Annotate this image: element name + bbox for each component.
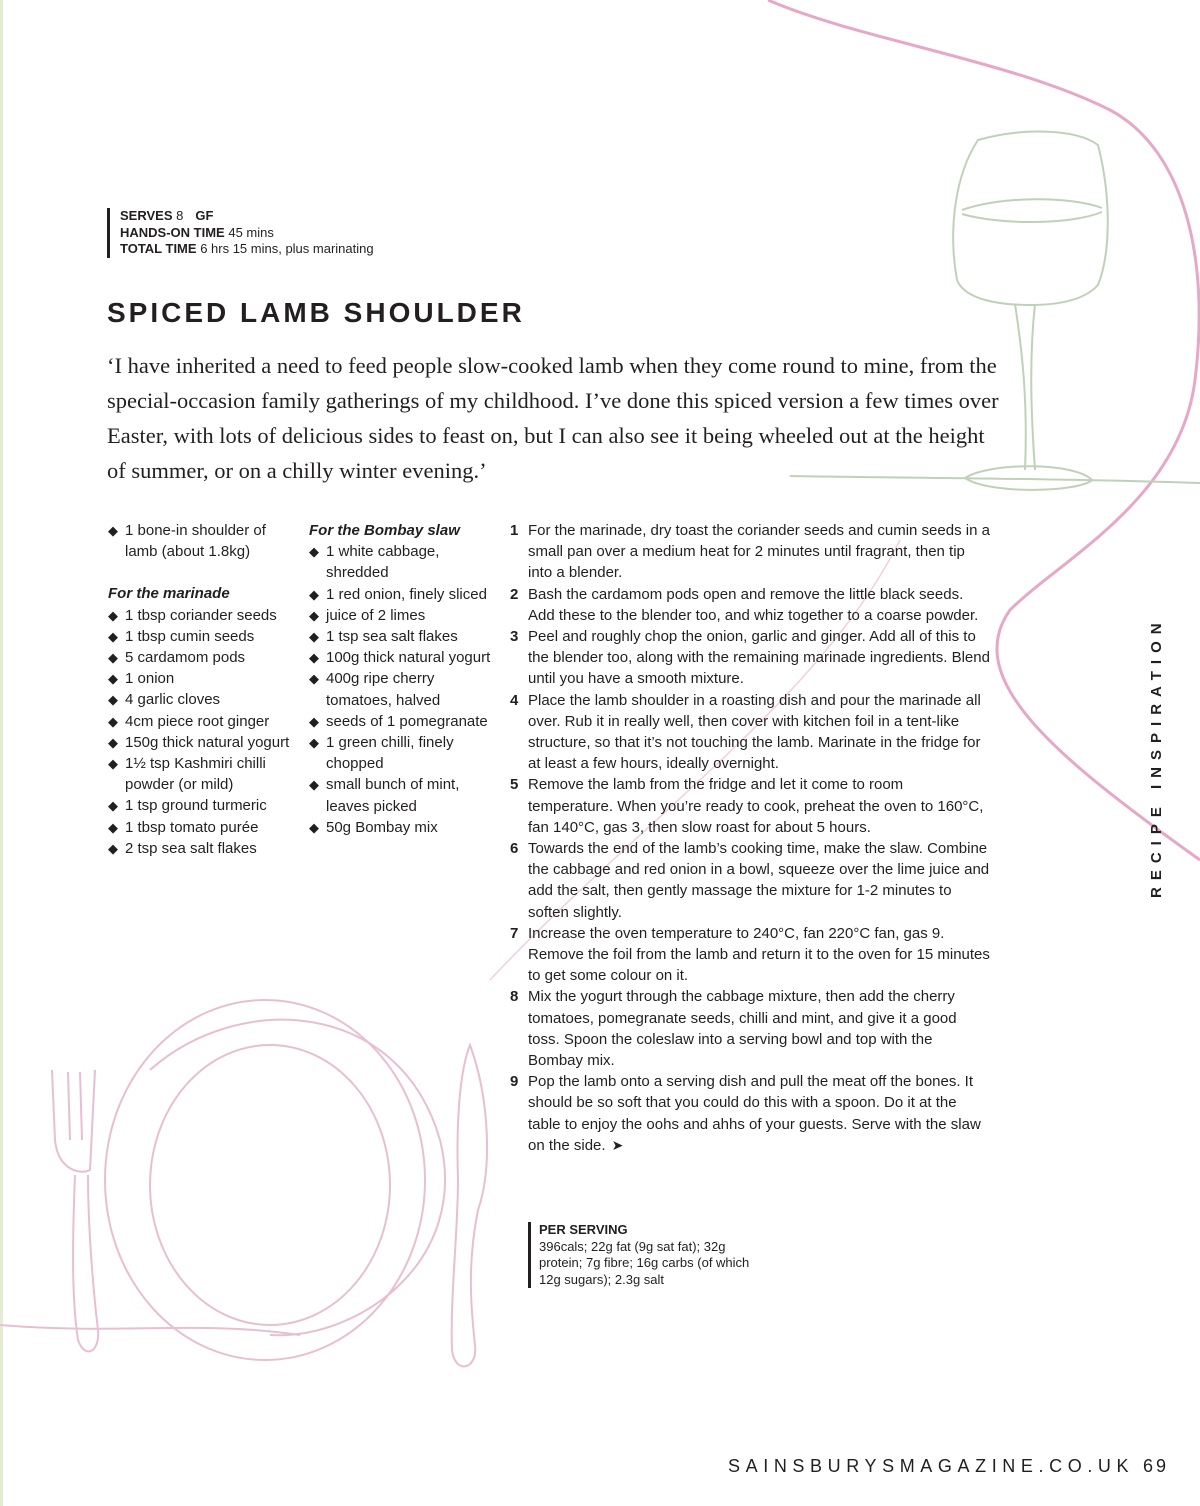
- step-number: 9: [510, 1073, 519, 1091]
- method-step: [510, 520, 990, 584]
- ingredient-item: ◆ 1 tbsp tomato purée: [108, 817, 298, 838]
- hands-on-value: 45 mins: [228, 224, 274, 240]
- step-number: 1: [510, 522, 519, 539]
- hands-on-label: HANDS-ON TIME: [120, 224, 225, 240]
- method-step: [510, 626, 990, 690]
- marinade-ingredients-list: [108, 605, 298, 859]
- ingredient-item: ◆ 400g ripe cherry tomatoes, halved: [309, 670, 441, 709]
- serves-value: 8: [176, 208, 184, 223]
- step-text: Towards the end of the lamb’s cooking time, make the slaw. Combine the cabbage and red onion in a bowl, squeeze over the lime juice and add the salt, then gently massage the mixture for 1-2 minutes to soften slightly.: [528, 840, 990, 921]
- step-text: Mix the yogurt through the cabbage mixture, then add the cherry tomatoes, pomegranate seeds, chilli and mint, and give it a good toss. Spoon the coleslaw into a serving bowl and top with the Bombay mix.: [528, 988, 957, 1070]
- diamond-bullet-icon: ◆: [309, 607, 319, 623]
- diamond-bullet-icon: ◆: [108, 523, 118, 538]
- step-text: Pop the lamb onto a serving dish and pull the meat off the bones. It should be so soft that you could do this with a spoon. Do it at the table to enjoy the oohs and ahhs of your guests. Serve with the slaw on the side.: [528, 1073, 981, 1154]
- diamond-bullet-icon: ◆: [108, 650, 118, 666]
- method-step: [510, 838, 990, 923]
- page-number: 69: [1143, 1456, 1170, 1476]
- ingredients-column-1: [108, 520, 298, 859]
- diamond-bullet-icon: ◆: [108, 840, 118, 856]
- method-step: [510, 690, 990, 775]
- step-text: Place the lamb shoulder in a roasting dish and pour the marinade all over. Rub it in really well, then cover with kitchen foil in a tent-like structure, so that it’s not touching the lamb. Marinate in the fridge for at least a few hours, ideally overnight.: [528, 691, 981, 773]
- diamond-bullet-icon: ◆: [108, 628, 118, 644]
- step-number: 4: [510, 691, 519, 709]
- diamond-bullet-icon: ◆: [108, 692, 118, 708]
- method-list: [510, 520, 990, 1156]
- step-text: Increase the oven temperature to 240°C, fan 220°C fan, gas 9. Remove the foil from the lamb and return it to the oven for 15 minutes to get some colour on it.: [528, 924, 990, 985]
- ingredient-item: ◆ juice of 2 limes: [309, 605, 499, 626]
- step-number: 6: [510, 840, 519, 858]
- recipe-intro: ‘I have inherited a need to feed people slow-cooked lamb when they come round to mine, from the special-occasion family gatherings of my childhood. I’ve done this spiced version a few times over Easter, with lots of delicious sides to feast on, but I can also see it being wheeled out at the height of summer, or on a chilly winter evening.’: [107, 353, 999, 483]
- ingredient-item: ◆ 50g Bombay mix: [309, 817, 499, 838]
- total-time-line: [120, 241, 374, 258]
- method-step: [510, 923, 990, 987]
- ingredient-item: ◆ 1 tsp ground turmeric: [108, 795, 298, 816]
- step-number: 5: [510, 776, 519, 794]
- diet-tag: GF: [195, 208, 214, 223]
- main-ingredients-list: [108, 520, 298, 562]
- ingredient-item: ◆ 5 cardamom pods: [108, 647, 298, 668]
- ingredient-item: ◆ 4cm piece root ginger: [108, 711, 298, 732]
- ingredient-item: ◆ 1 white cabbage, shredded: [309, 543, 440, 582]
- method-step: [510, 774, 990, 838]
- ingredient-item: ◆ 1 onion: [108, 668, 298, 689]
- serves-line: [120, 208, 374, 225]
- step-number: 2: [510, 585, 519, 603]
- diamond-bullet-icon: ◆: [309, 671, 319, 687]
- ingredient-item: ◆ small bunch of mint, leaves picked: [309, 776, 460, 815]
- method-step: [510, 584, 990, 626]
- step-number: 7: [510, 924, 519, 942]
- diamond-bullet-icon: ◆: [309, 777, 319, 793]
- step-number: 3: [510, 628, 519, 646]
- diamond-bullet-icon: ◆: [309, 629, 319, 645]
- ingredient-item: ◆ 1 green chilli, finely chopped: [309, 734, 454, 773]
- diamond-bullet-icon: ◆: [108, 607, 118, 623]
- step-text: Remove the lamb from the fridge and let it come to room temperature. When you’re ready to cook, preheat the oven to 160°C, fan 140°C, gas 3, then slow roast for about 5 hours.: [528, 776, 984, 836]
- diamond-bullet-icon: ◆: [108, 756, 118, 772]
- slaw-heading: For the Bombay slaw: [309, 522, 460, 539]
- method-step: [510, 1071, 990, 1156]
- slaw-ingredients-list: [309, 541, 499, 838]
- step-number: 8: [510, 988, 519, 1006]
- ingredient-item: ◆ 2 tsp sea salt flakes: [108, 838, 298, 859]
- method-steps: [510, 520, 990, 1156]
- section-label: RECIPE INSPIRATION: [1148, 616, 1165, 898]
- total-time-label: TOTAL TIME: [120, 241, 197, 256]
- marinade-heading: For the marinade: [108, 585, 230, 603]
- serves-label: SERVES: [120, 208, 173, 223]
- step-text: Peel and roughly chop the onion, garlic and ginger. Add all of this to the blender too, along with the remaining marinade ingredients. Blend until you have a smooth mixture.: [528, 628, 990, 688]
- recipe-meta: [107, 208, 374, 258]
- diamond-bullet-icon: ◆: [309, 586, 319, 602]
- nutrition-info: [528, 1222, 759, 1288]
- footer-website: SAINSBURYSMAGAZINE.CO.UK: [728, 1456, 1135, 1476]
- total-time-value: 6 hrs 15 mins, plus marinating: [200, 241, 374, 256]
- ingredient-item: ◆ 1 red onion, finely sliced: [309, 584, 499, 605]
- recipe-title: SPICED LAMB SHOULDER: [107, 297, 525, 328]
- ingredient-item: ◆ 1 tsp sea salt flakes: [309, 626, 499, 647]
- ingredient-item: ◆ 100g thick natural yogurt: [309, 647, 499, 668]
- ingredient-item: ◆ 1 tbsp coriander seeds: [108, 605, 298, 626]
- ingredient-item: ◆ 4 garlic cloves: [108, 689, 298, 710]
- ingredient-item: ◆ 1½ tsp Kashmiri chilli powder (or mild): [108, 755, 266, 794]
- method-step: [510, 986, 990, 1071]
- ingredient-item: ◆ 1 bone-in shoulder of lamb (about 1.8kg): [108, 522, 266, 561]
- ingredient-item: ◆ seeds of 1 pomegranate: [309, 711, 499, 732]
- ingredients-column-2: [309, 520, 499, 838]
- diamond-bullet-icon: ◆: [309, 713, 319, 729]
- nutrition-text: 396cals; 22g fat (9g sat fat); 32g protein; 7g fibre; 16g carbs (of which 12g sugars); 2.3g salt: [539, 1238, 750, 1287]
- diamond-bullet-icon: ◆: [108, 734, 118, 750]
- end-arrow-icon: ➤: [611, 1136, 624, 1153]
- diamond-bullet-icon: ◆: [309, 544, 319, 560]
- nutrition-heading: PER SERVING: [539, 1222, 628, 1237]
- diamond-bullet-icon: ◆: [108, 671, 118, 687]
- diamond-bullet-icon: ◆: [309, 650, 319, 666]
- diamond-bullet-icon: ◆: [108, 819, 118, 835]
- diamond-bullet-icon: ◆: [108, 713, 118, 729]
- step-text: For the marinade, dry toast the coriander seeds and cumin seeds in a small pan over a medium heat for 2 minutes until fragrant, then tip into a blender.: [528, 522, 990, 582]
- diamond-bullet-icon: ◆: [309, 735, 319, 751]
- diamond-bullet-icon: ◆: [309, 819, 319, 835]
- plate-cutlery-illustration: [0, 1000, 487, 1366]
- ingredient-item: ◆ 1 tbsp cumin seeds: [108, 626, 298, 647]
- step-text: Bash the cardamom pods open and remove the little black seeds. Add these to the blender too, and whiz together to a coarse powder.: [528, 585, 979, 624]
- diamond-bullet-icon: ◆: [108, 798, 118, 814]
- hands-on-line: [120, 225, 374, 242]
- ingredient-item: ◆ 150g thick natural yogurt: [108, 732, 298, 753]
